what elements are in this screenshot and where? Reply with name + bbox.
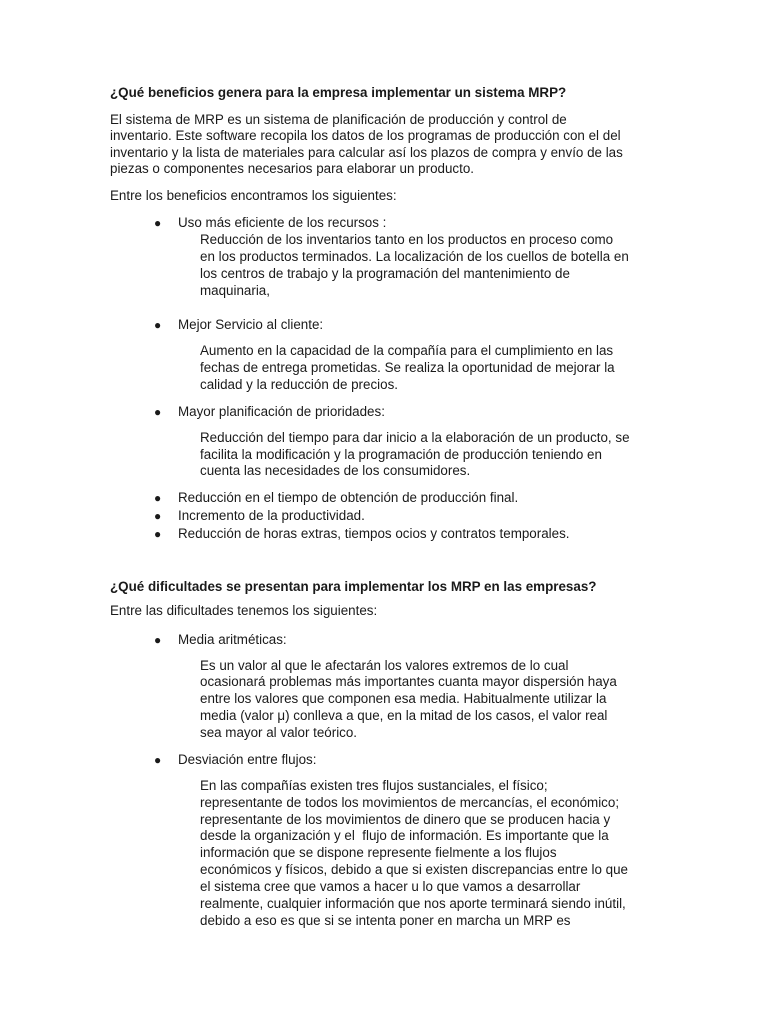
benefit-3-title: Mayor planificación de prioridades: — [178, 404, 385, 419]
difficulty-2-line3: representante de los movimientos de dinero que se producen hacia y — [200, 812, 611, 827]
bullet-marker: ● — [154, 753, 162, 767]
difficulty-1-line4: media (valor μ) conlleva a que, en la mitad de los casos, el valor real — [200, 708, 608, 723]
difficulty-2-title: Desviación entre flujos: — [178, 752, 317, 767]
benefit-1-line2: en los productos terminados. La localización de los cuellos de botella en — [200, 249, 629, 264]
benefit-6: Reducción de horas extras, tiempos ocios y contratos temporales. — [178, 526, 570, 541]
bullet-marker: ● — [154, 216, 162, 230]
benefit-4: Reducción en el tiempo de obtención de producción final. — [178, 490, 519, 505]
difficulty-2-line1: En las compañías existen tres flujos sustanciales, el físico; — [200, 778, 548, 793]
section1-intro-line1: El sistema de MRP es un sistema de planificación de producción y control de — [110, 112, 567, 127]
bullet-marker: ● — [154, 509, 162, 523]
bullet-marker: ● — [154, 405, 162, 419]
benefit-2-line3: calidad y la reducción de precios. — [200, 377, 398, 392]
difficulty-2-line4: desde la organización y el flujo de información. Es importante que la — [200, 828, 609, 843]
bullet-marker: ● — [154, 318, 162, 332]
benefit-5: Incremento de la productividad. — [178, 508, 365, 523]
difficulty-2-line6: económicos y físicos, debido a que si existen discrepancias entre lo que — [200, 862, 628, 877]
difficulty-2-line9: debido a eso es que si se intenta poner en marcha un MRP es — [200, 913, 571, 928]
benefit-1-line1: Reducción de los inventarios tanto en los productos en proceso como — [200, 232, 614, 247]
section1-intro-line3: inventario y la lista de materiales para calcular así los plazos de compra y envío de las — [110, 145, 623, 160]
difficulty-1-line2: ocasionará problemas más importantes cuanta mayor dispersión haya — [200, 674, 617, 689]
section2-lead: Entre las dificultades tenemos los siguientes: — [110, 603, 378, 618]
bullet-marker: ● — [154, 633, 162, 647]
section1-intro-line4: piezas o componentes necesarios para elaborar un producto. — [110, 161, 475, 176]
section1-heading: ¿Qué beneficios genera para la empresa implementar un sistema MRP? — [110, 85, 567, 100]
benefit-1-title: Uso más eficiente de los recursos : — [178, 215, 387, 230]
bullet-marker: ● — [154, 527, 162, 541]
difficulty-2-line5: información que se dispone represente fielmente a los flujos — [200, 845, 557, 860]
difficulty-1-line1: Es un valor al que le afectarán los valores extremos de lo cual — [200, 658, 569, 673]
benefit-2-title: Mejor Servicio al cliente: — [178, 317, 324, 332]
section1-lead: Entre los beneficios encontramos los siguientes: — [110, 188, 397, 203]
difficulty-1-title: Media aritméticas: — [178, 632, 287, 647]
bullet-marker: ● — [154, 491, 162, 505]
benefit-1-line3: los centros de trabajo y la programación del mantenimiento de — [200, 266, 570, 281]
difficulty-2-line7: el sistema cree que vamos a hacer u lo que vamos a desarrollar — [200, 879, 581, 894]
difficulty-1-line3: entre los valores que componen esa media. Habitualmente utilizar la — [200, 691, 607, 706]
benefit-2-line1: Aumento en la capacidad de la compañía para el cumplimiento en las — [200, 343, 614, 358]
benefit-1-line4: maquinaria, — [200, 283, 270, 298]
benefit-3-line3: cuenta las necesidades de los consumidores. — [200, 463, 471, 478]
section1-intro-line2: inventario. Este software recopila los datos de los programas de producción con el del — [110, 128, 621, 143]
benefit-2-line2: fechas de entrega prometidas. Se realiza la oportunidad de mejorar la — [200, 360, 615, 375]
section2-heading: ¿Qué dificultades se presentan para implementar los MRP en las empresas? — [110, 579, 597, 594]
difficulty-2-line8: realmente, cualquier información que nos aporte terminará siendo inútil, — [200, 896, 626, 911]
difficulty-1-line5: sea mayor al valor teórico. — [200, 725, 358, 740]
difficulty-2-line2: representante de todos los movimientos de mercancías, el económico; — [200, 795, 620, 810]
benefit-3-line2: facilita la modificación y la programación de producción teniendo en — [200, 447, 602, 462]
benefit-3-line1: Reducción del tiempo para dar inicio a la elaboración de un producto, se — [200, 430, 630, 445]
